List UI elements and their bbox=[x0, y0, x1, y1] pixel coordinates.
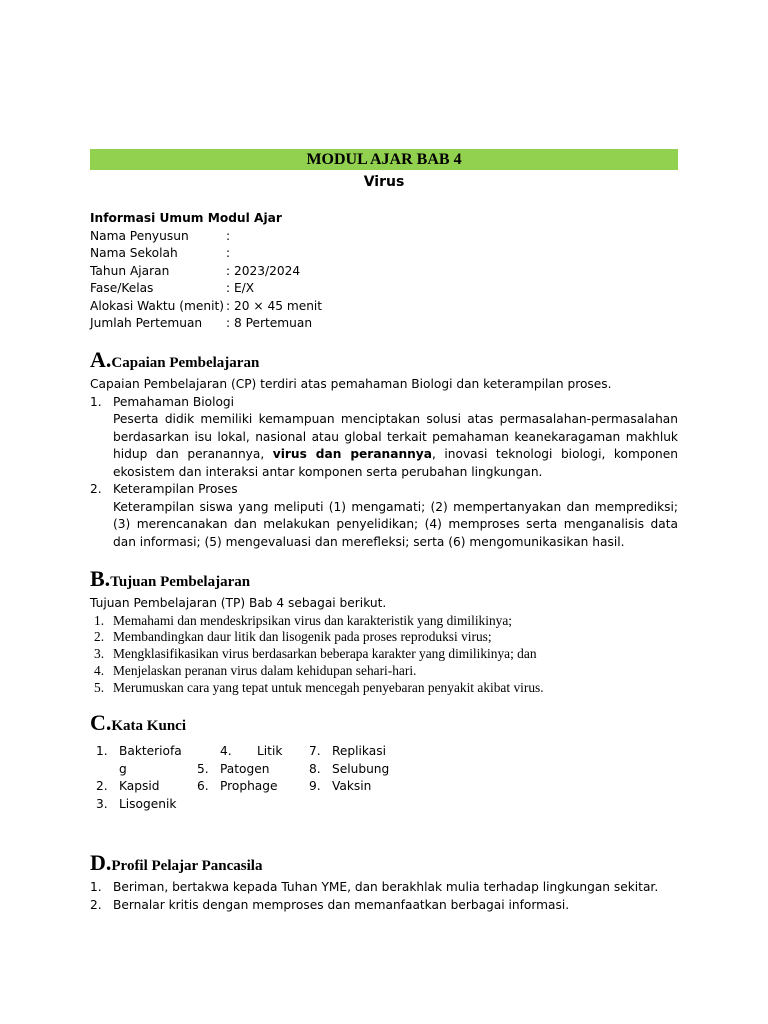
item-number: 2. bbox=[96, 779, 108, 793]
section-title: Kata Kunci bbox=[111, 718, 186, 734]
module-subtitle: Virus bbox=[363, 174, 405, 190]
keyword: Prophage bbox=[220, 779, 278, 793]
info-row bbox=[90, 263, 322, 281]
section-title: Tujuan Pembelajaran bbox=[110, 574, 251, 590]
section-letter: B. bbox=[90, 566, 111, 591]
item-number: 4. bbox=[94, 662, 105, 678]
keyword: Bakteriofa bbox=[119, 744, 182, 758]
item-title: Keterampilan Proses bbox=[113, 482, 238, 496]
section-b-intro: Tujuan Pembelajaran (TP) Bab 4 sebagai berikut. bbox=[90, 596, 387, 610]
info-row bbox=[90, 245, 322, 263]
section-a-heading bbox=[90, 348, 259, 372]
info-row bbox=[90, 298, 322, 316]
general-info bbox=[90, 210, 322, 333]
info-value: : 8 Pertemuan bbox=[226, 316, 313, 330]
keyword-item bbox=[309, 778, 389, 796]
keyword: Kapsid bbox=[119, 779, 160, 793]
item-number: 1. bbox=[90, 880, 102, 894]
item-description: Keterampilan siswa yang meliputi (1) mengamati; (2) mempertanyakan dan memprediksi; (3) merencanakan dan melakukan penyelidikan; (4) memproses serta menganalisis data dan informasi; (5) mengevaluasi dan merefleksi; serta (6) mengomunikasikan hasil. bbox=[113, 499, 678, 549]
item-number: 1. bbox=[96, 744, 108, 758]
keyword: Litik bbox=[257, 744, 283, 758]
item-number: 3. bbox=[94, 646, 105, 662]
module-title: MODUL AJAR BAB 4 bbox=[306, 151, 462, 168]
item-number: 5. bbox=[197, 761, 209, 776]
item-text: Mengklasifikasikan virus berdasarkan beberapa karakter yang dimilikinya; dan bbox=[113, 646, 537, 662]
item-title: Pemahaman Biologi bbox=[113, 394, 235, 409]
section-letter: A. bbox=[90, 347, 112, 372]
info-heading: Informasi Umum Modul Ajar bbox=[90, 211, 282, 225]
keyword-item bbox=[96, 796, 182, 814]
item-number: 2. bbox=[90, 482, 102, 496]
section-letter: D. bbox=[90, 850, 112, 875]
keyword: Replikasi bbox=[332, 744, 386, 758]
keyword: Vaksin bbox=[332, 779, 372, 793]
info-label: Fase/Kelas bbox=[90, 281, 154, 295]
item-number bbox=[96, 761, 119, 779]
item-number: 1. bbox=[90, 394, 102, 409]
list-item bbox=[90, 481, 678, 499]
item-text: Beriman, bertakwa kepada Tuhan YME, dan berakhlak mulia terhadap lingkungan sekitar. bbox=[113, 880, 659, 894]
keyword: Patogen bbox=[220, 761, 270, 776]
section-title: Profil Pelajar Pancasila bbox=[111, 858, 263, 874]
keyword-item bbox=[96, 761, 182, 779]
text-run: , inovasi teknologi biologi, komponen ekosistem dan interaksi antar komponen serta perubahan lingkungan. bbox=[113, 447, 678, 479]
item-number: 3. bbox=[96, 796, 108, 811]
info-row bbox=[90, 280, 322, 298]
info-value: : bbox=[226, 228, 231, 243]
info-label: Alokasi Waktu (menit) bbox=[90, 298, 225, 313]
list-item bbox=[90, 663, 678, 680]
list-item bbox=[90, 680, 678, 697]
item-number: 4. bbox=[220, 744, 232, 758]
info-label: Tahun Ajaran bbox=[90, 263, 170, 278]
keyword: g bbox=[119, 761, 127, 776]
keyword-item bbox=[197, 778, 282, 796]
keyword-item bbox=[309, 761, 389, 779]
info-row bbox=[90, 315, 322, 333]
list-item bbox=[90, 879, 678, 897]
info-label: Jumlah Pertemuan bbox=[90, 316, 203, 330]
bold-text: virus dan peranannya bbox=[272, 447, 432, 461]
info-value: : 20 × 45 menit bbox=[226, 298, 323, 313]
keyword-item bbox=[96, 743, 182, 761]
item-number: 2. bbox=[90, 897, 102, 912]
item-number: 5. bbox=[94, 679, 105, 695]
text-run: Peserta didik memiliki kemampuan menciptakan solusi atas permasalahan-permasalahan berdasarkan isu lokal, nasional atau global terkait pemahaman keanekaragaman makhluk hidup dan peranannya, bbox=[113, 412, 678, 461]
info-value: : bbox=[226, 246, 231, 260]
section-letter: C. bbox=[90, 710, 112, 735]
keyword-table bbox=[90, 743, 678, 815]
item-number: 7. bbox=[309, 744, 321, 758]
item-number: 9. bbox=[309, 779, 321, 793]
item-number: 2. bbox=[94, 629, 105, 645]
item-text: Memahami dan mendeskripsikan virus dan karakteristik yang dimilikinya; bbox=[113, 612, 513, 628]
keyword-column bbox=[309, 743, 389, 796]
info-label: Nama Sekolah bbox=[90, 246, 178, 260]
section-a-intro: Capaian Pembelajaran (CP) terdiri atas pemahaman Biologi dan keterampilan proses. bbox=[90, 377, 612, 391]
info-row bbox=[90, 228, 322, 246]
section-title: Capaian Pembelajaran bbox=[111, 355, 260, 371]
list-item bbox=[90, 394, 678, 412]
list-item bbox=[90, 646, 678, 663]
item-text: Menjelaskan peranan virus dalam kehidupan sehari-hari. bbox=[113, 662, 417, 678]
keyword-item bbox=[197, 761, 282, 779]
info-label: Nama Penyusun bbox=[90, 228, 189, 243]
list-item bbox=[90, 613, 678, 630]
list-item bbox=[90, 629, 678, 646]
keyword-column bbox=[197, 743, 282, 796]
section-c-heading bbox=[90, 711, 186, 735]
keyword-column bbox=[96, 743, 182, 813]
keyword-item bbox=[309, 743, 389, 761]
section-b-body bbox=[90, 595, 678, 696]
item-number: 6. bbox=[197, 779, 209, 793]
keyword-item bbox=[96, 778, 182, 796]
keyword-item bbox=[197, 743, 282, 761]
section-b-heading bbox=[90, 567, 250, 591]
item-number: 1. bbox=[94, 612, 105, 628]
item-description bbox=[90, 411, 678, 481]
keyword: Lisogenik bbox=[119, 796, 177, 811]
item-text: Merumuskan cara yang tepat untuk mencegah penyebaran penyakit akibat virus. bbox=[113, 679, 544, 695]
info-value: : 2023/2024 bbox=[226, 263, 301, 278]
item-text: Membandingkan daur litik dan lisogenik pada proses reproduksi virus; bbox=[113, 629, 492, 645]
item-number: 8. bbox=[309, 761, 321, 776]
item-text: Bernalar kritis dengan memproses dan memanfaatkan berbagai informasi. bbox=[113, 897, 570, 912]
section-d-body bbox=[90, 879, 678, 914]
objectives-list bbox=[90, 613, 678, 697]
section-d-heading bbox=[90, 851, 262, 875]
info-value: : E/X bbox=[226, 281, 255, 295]
list-item bbox=[90, 897, 678, 915]
section-a-body bbox=[90, 376, 678, 551]
keyword: Selubung bbox=[332, 761, 390, 776]
